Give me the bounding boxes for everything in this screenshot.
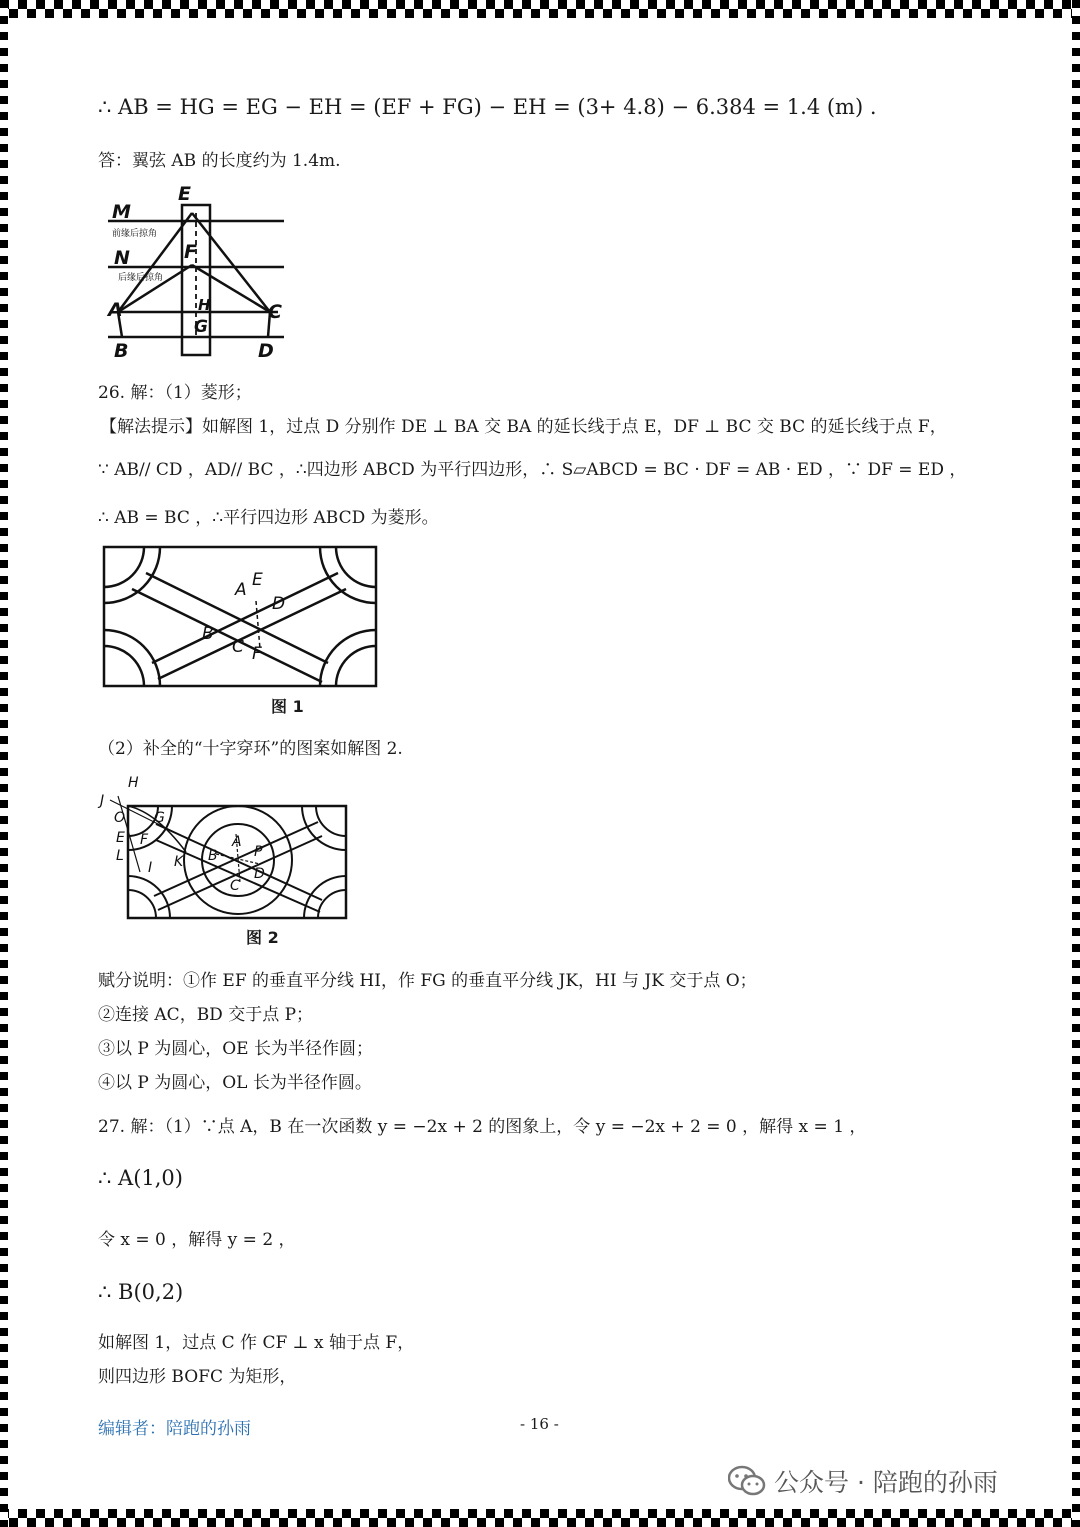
scoring-4: ④以 P 为圆心，OL 长为半径作圆。 <box>98 1073 372 1093</box>
q26-hint: 【解法提示】如解图 1，过点 D 分别作 DE ⊥ BA 交 BA 的延长线于点 E，DF ⊥ BC 交 BC 的延长线于点 F， <box>100 417 947 437</box>
page-border-left <box>0 0 8 1527</box>
page-border-bottom <box>0 1509 1080 1527</box>
label-g: G <box>194 317 208 337</box>
fig2-label-g: G <box>154 810 165 826</box>
figure-2 <box>96 772 352 924</box>
label-a: A <box>108 299 123 321</box>
editor-credit: 编辑者：陪跑的孙雨 <box>98 1419 251 1439</box>
page-border-top <box>0 0 1080 18</box>
q26-line2: ∵ AB// CD ，AD// BC ，∴四边形 ABCD 为平行四边形，∴ S▱ABCD = BC · DF = AB · ED ，∵ DF = ED ， <box>98 460 967 480</box>
scoring-1: 赋分说明：①作 EF 的垂直平分线 HI，作 FG 的垂直平分线 JK，HI 与 JK 交于点 O； <box>98 971 757 991</box>
label-n: N <box>114 247 130 269</box>
fig1-label-a: A <box>235 580 247 600</box>
band-label-m: 前缘后掠角 <box>112 229 158 239</box>
q26-title: 26. 解：（1）菱形； <box>98 383 252 403</box>
q27-line1: 27. 解：（1）∵点 A，B 在一次函数 y = −2x + 2 的图象上，令 y = −2x + 2 = 0 ，解得 x = 1 ， <box>98 1117 867 1137</box>
fig1-label-d: D <box>272 594 286 614</box>
q26-part2: （2）补全的“十字穿环”的图案如解图 2. <box>98 739 403 759</box>
page-number: - 16 - <box>520 1415 559 1433</box>
wechat-icon <box>728 1465 766 1497</box>
fig2-label-a: A <box>232 834 242 850</box>
fig2-label-e: E <box>116 830 125 846</box>
label-f: F <box>184 241 197 263</box>
watermark <box>728 1463 998 1499</box>
answer-line: 答：翼弦 AB 的长度约为 1.4m. <box>98 151 341 171</box>
fig2-label-h: H <box>128 775 139 791</box>
figure-1-caption: 图 1 <box>271 697 304 716</box>
page-border-right <box>1072 0 1080 1527</box>
wing-diagram <box>100 180 290 362</box>
fig2-label-p: P <box>254 844 263 860</box>
fig2-label-i: I <box>148 860 153 876</box>
fig1-label-c: C <box>232 637 244 657</box>
q27-b-coord: ∴ B(0,2) <box>98 1280 184 1304</box>
q27-line5: 如解图 1，过点 C 作 CF ⊥ x 轴于点 F， <box>98 1333 415 1353</box>
q26-line3: ∴ AB = BC ，∴平行四边形 ABCD 为菱形。 <box>98 508 439 528</box>
fig2-label-f: F <box>140 832 149 848</box>
equation-ab: ∴ AB = HG = EG − EH = (EF + FG) − EH = (3+ 4.8) − 6.384 = 1.4 (m) . <box>98 95 877 119</box>
band-label-n: 后缘后掠角 <box>118 273 164 283</box>
fig2-label-j: J <box>100 793 105 809</box>
q27-line6: 则四边形 BOFC 为矩形， <box>98 1367 297 1387</box>
fig1-label-e: E <box>252 570 263 590</box>
q27-line3: 令 x = 0 ，解得 y = 2 ， <box>98 1230 296 1250</box>
label-e: E <box>178 183 191 205</box>
fig2-label-b: B <box>208 848 218 864</box>
label-d: D <box>258 340 274 362</box>
figure-1 <box>100 543 382 691</box>
watermark-text: 公众号 · 陪跑的孙雨 <box>774 1468 998 1497</box>
fig2-label-l: L <box>116 848 124 864</box>
fig2-label-d: D <box>254 866 265 882</box>
scoring-3: ③以 P 为圆心，OE 长为半径作圆； <box>98 1039 373 1059</box>
label-b: B <box>114 340 129 362</box>
q27-a-coord: ∴ A(1,0) <box>98 1166 183 1190</box>
label-h: H <box>198 296 211 314</box>
figure-2-caption: 图 2 <box>246 928 279 947</box>
label-m: M <box>112 201 131 223</box>
fig2-label-c: C <box>230 878 240 894</box>
label-c: C <box>268 301 282 323</box>
fig1-label-f: F <box>252 644 262 664</box>
fig2-label-k: K <box>174 854 184 870</box>
fig1-label-b: B <box>202 624 214 644</box>
scoring-2: ②连接 AC，BD 交于点 P； <box>98 1005 314 1025</box>
fig2-label-o: O <box>114 810 126 826</box>
